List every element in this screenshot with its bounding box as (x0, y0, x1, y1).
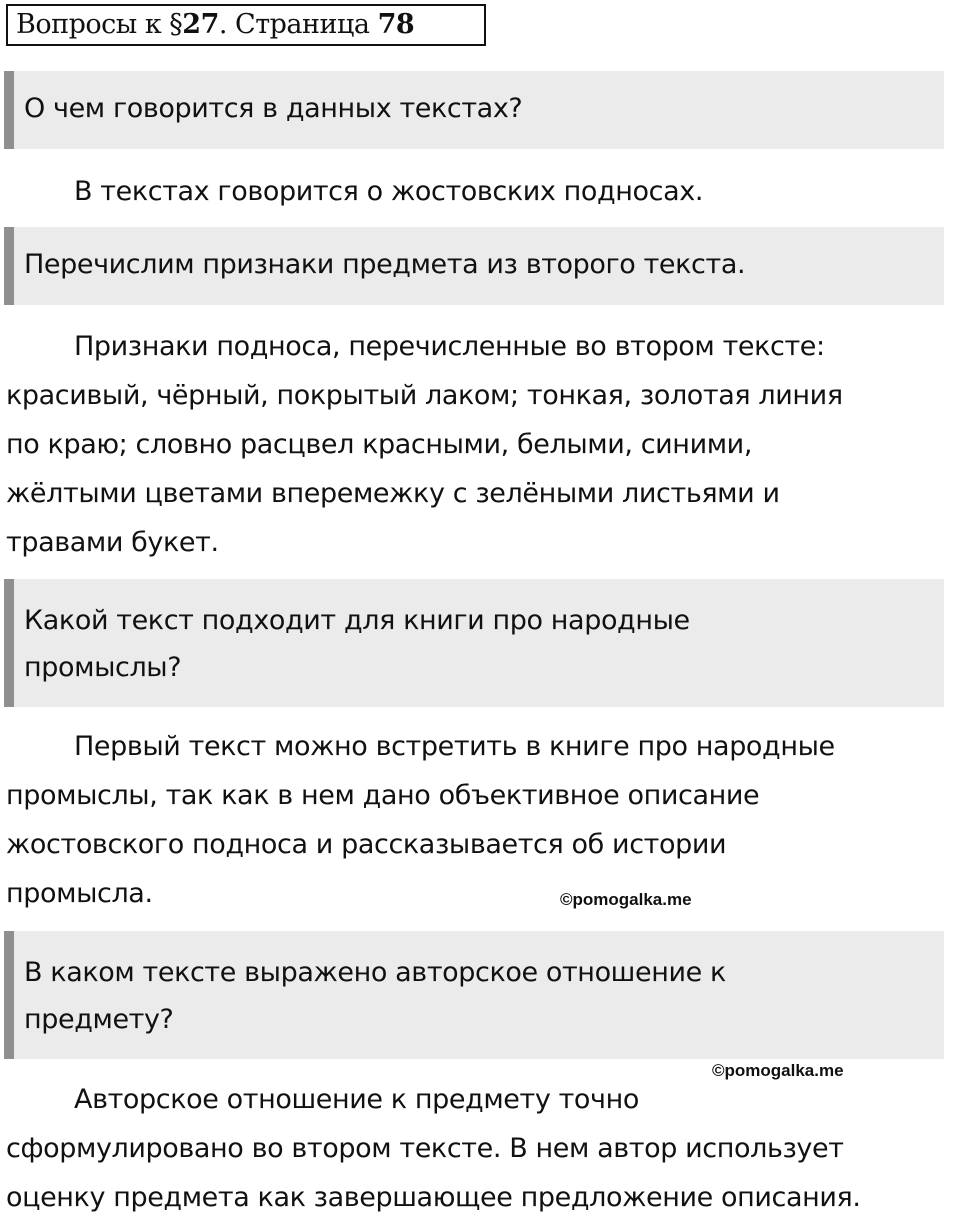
question-1-line-1: О чем говорится в данных текстах? (24, 93, 523, 124)
answer-2-line-1: Признаки подноса, перечисленные во втором тексте: (74, 331, 825, 362)
question-3-line-2: промыслы? (24, 652, 182, 683)
header-section-number: 27 (182, 9, 219, 40)
answer-4 (6, 1075, 951, 1222)
page-header (6, 4, 486, 46)
question-2-line-1: Перечислим признаки предмета из второго текста. (24, 249, 746, 280)
answer-2-line-2: красивый, чёрный, покрытый лаком; тонкая, золотая линия (6, 380, 843, 411)
answer-3-line-3: жостовского подноса и рассказывается об истории (6, 829, 727, 860)
question-4 (4, 931, 944, 1059)
answer-3-line-1: Первый текст можно встретить в книге про народные (74, 731, 835, 762)
header-middle: . Страница (218, 9, 378, 40)
answer-3-line-4: промысла. (6, 878, 153, 909)
question-4-line-1: В каком тексте выражено авторское отношение к (24, 957, 726, 988)
answer-3-line-2: промыслы, так как в нем дано объективное описание (6, 780, 760, 811)
answer-3 (6, 722, 951, 918)
answer-2 (6, 322, 951, 567)
answer-4-line-1: Авторское отношение к предмету точно (74, 1084, 639, 1115)
header-page-number: 78 (377, 9, 415, 40)
watermark-1: ©pomogalka.me (560, 890, 692, 909)
question-2 (4, 227, 944, 305)
answer-1 (6, 167, 951, 216)
answer-4-line-2: сформулировано во втором тексте. В нем автор использует (6, 1133, 844, 1164)
question-4-line-2: предмету? (24, 1004, 174, 1035)
answer-2-line-3: по краю; словно расцвел красными, белыми, синими, (6, 429, 753, 460)
question-3-line-1: Какой текст подходит для книги про народные (24, 605, 690, 636)
question-3 (4, 579, 944, 707)
watermark-2: ©pomogalka.me (712, 1061, 844, 1080)
question-1 (4, 71, 944, 149)
header-prefix: Вопросы к § (16, 9, 183, 40)
answer-1-line-1: В текстах говорится о жостовских подносах. (74, 176, 704, 207)
answer-2-line-5: травами букет. (6, 527, 219, 558)
answer-2-line-4: жёлтыми цветами вперемежку с зелёными листьями и (6, 478, 780, 509)
answer-4-line-3: оценку предмета как завершающее предложение описания. (6, 1182, 861, 1213)
